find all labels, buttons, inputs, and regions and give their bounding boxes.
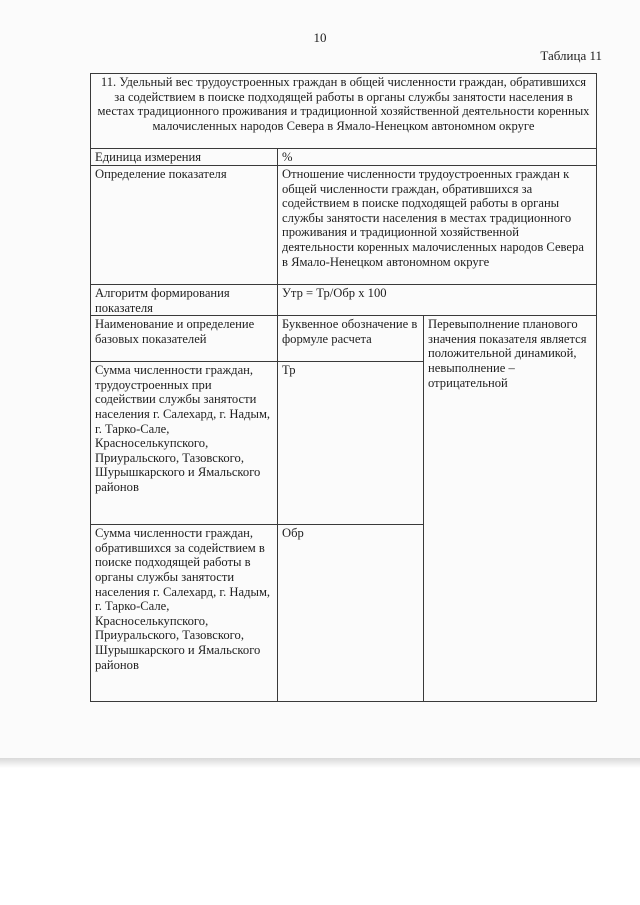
- base2-symbol: Обр: [278, 525, 424, 702]
- note-cell: Перевыполнение планового значения показателя является положительной динамикой, невыполнение – отрицательной: [424, 316, 597, 702]
- unit-value: %: [278, 149, 597, 166]
- paper-edge-shadow: [0, 758, 640, 768]
- base2-name: Сумма численности граждан, обратившихся за содействием в поиске подходящей работы в органы службы занятости населения г. Салехард, г. Надым, г. Тарко-Сале, Красноселькупского, Приуральского, Тазовского, Шурышкарского и Ямальского районов: [91, 525, 278, 702]
- table-row: [91, 285, 597, 316]
- unit-label: Единица измерения: [91, 149, 278, 166]
- indicator-table: [90, 73, 597, 702]
- base-header-symbol: Буквенное обозначение в формуле расчета: [278, 316, 424, 362]
- table-title: 11. Удельный вес трудоустроенных граждан в общей численности граждан, обратившихся за содействием в поиске подходящей работы в органы службы занятости населения в местах традиционного проживания и традиционной хозяйственной деятельности коренных малочисленных народов Севера в Ямало-Ненецком автономном округе: [91, 74, 597, 149]
- table-row: [91, 149, 597, 166]
- algorithm-label: Алгоритм формирования показателя: [91, 285, 278, 316]
- table-row: [91, 74, 597, 149]
- base1-symbol: Тр: [278, 362, 424, 525]
- table-label: Таблица 11: [540, 48, 602, 63]
- page-number: 10: [313, 30, 327, 45]
- definition-label: Определение показателя: [91, 166, 278, 285]
- algorithm-formula: Утр = Тр/Обр х 100: [278, 285, 597, 316]
- definition-value: Отношение численности трудоустроенных граждан к общей численности граждан, обратившихся за содействием в поиске подходящей работы в органы службы занятости населения в местах традиционного проживания и традиционной хозяйственной деятельности коренных малочисленных народов Севера в Ямало-Ненецком автономном округе: [278, 166, 597, 285]
- table-row: [91, 316, 597, 362]
- base-header-name: Наименование и определение базовых показателей: [91, 316, 278, 362]
- table-row: [91, 166, 597, 285]
- base1-name: Сумма численности граждан, трудоустроенных при содействии службы занятости населения г. Салехард, г. Надым, г. Тарко-Сале, Красноселькупского, Приуральского, Тазовского, Шурышкарского и Ямальского районов: [91, 362, 278, 525]
